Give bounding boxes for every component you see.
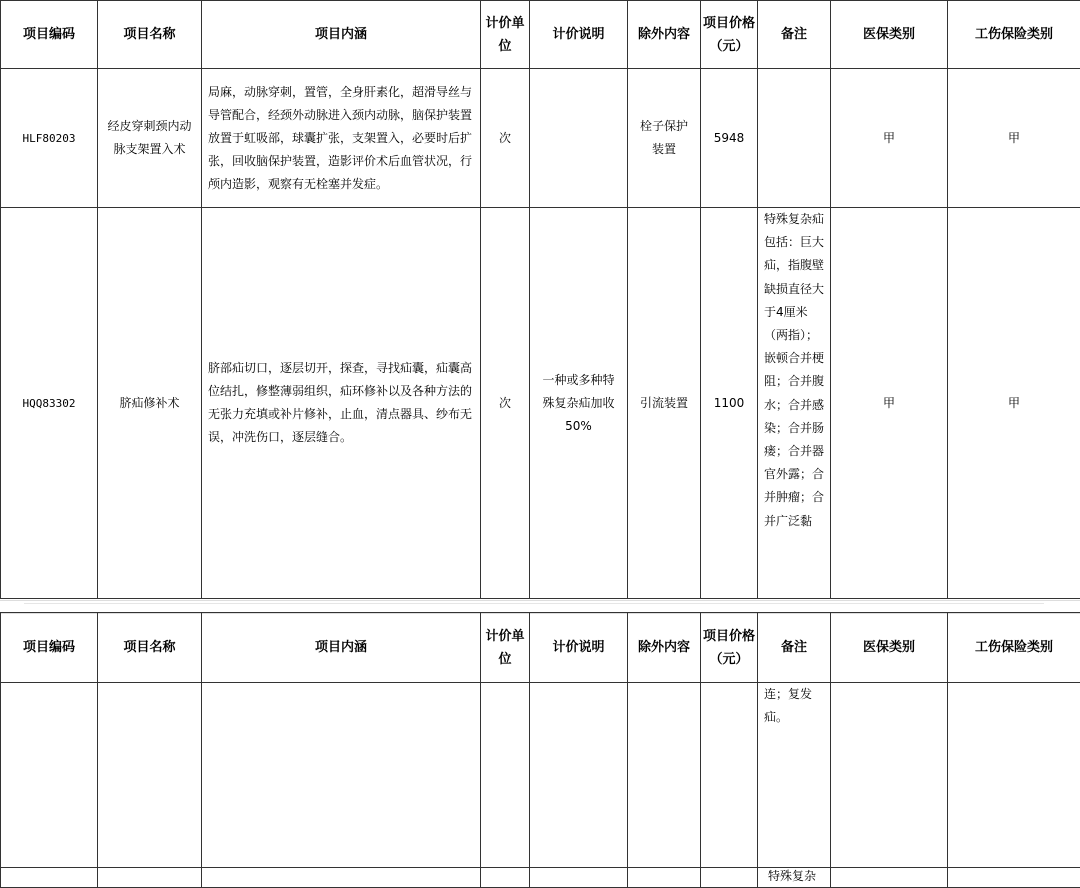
item-code: HLF80203	[1, 69, 98, 208]
item-remark	[758, 69, 831, 208]
item-name: 经皮穿刺颈内动脉支架置入术	[98, 69, 202, 208]
item-unit: 次	[481, 69, 530, 208]
header-unit: 计价单位	[481, 1, 530, 69]
header-name: 项目名称	[98, 1, 202, 69]
header-remark: 备注	[758, 613, 831, 683]
item-code: HQQ83302	[1, 208, 98, 599]
header-price: 项目价格（元）	[701, 1, 758, 69]
item-medical-insurance: 甲	[831, 208, 948, 599]
item-injury-insurance: 甲	[948, 69, 1080, 208]
item-injury-insurance: 甲	[948, 208, 1080, 599]
table-row	[1, 208, 1080, 599]
table-row	[1, 69, 1080, 208]
item-medical-insurance: 甲	[831, 69, 948, 208]
item-remark: 特殊复杂疝包括：巨大疝，指腹壁缺损直径大于4厘米（两指）；嵌顿合并梗阻；合并腹水；合并感染；合并肠瘘；合并器官外露；合并肿瘤；合并广泛黏	[758, 208, 831, 599]
header-remark: 备注	[758, 1, 831, 69]
header-row	[1, 613, 1080, 683]
header-unit: 计价单位	[481, 613, 530, 683]
header-medical-insurance: 医保类别	[831, 613, 948, 683]
item-pricing-note: 一种或多种特殊复杂疝加收50%	[530, 208, 628, 599]
item-unit: 次	[481, 208, 530, 599]
partial-next-remark: 特殊复杂	[768, 869, 816, 883]
header-pricing-note: 计价说明	[530, 613, 628, 683]
header-excluded: 除外内容	[628, 1, 701, 69]
table-row	[1, 683, 1080, 868]
header-excluded: 除外内容	[628, 613, 701, 683]
header-injury-insurance: 工伤保险类别	[948, 613, 1080, 683]
item-excluded: 引流装置	[628, 208, 701, 599]
header-price: 项目价格（元）	[701, 613, 758, 683]
header-content: 项目内涵	[202, 613, 481, 683]
item-price: 1100	[701, 208, 758, 599]
header-code: 项目编码	[1, 613, 98, 683]
item-content: 局麻，动脉穿刺，置管，全身肝素化，超滑导丝与导管配合，经颈外动脉进入颈内动脉，脑保护装置放置于虹吸部，球囊扩张，支架置入，必要时后扩张，回收脑保护装置，造影评价术后血管状况，行颅内造影，观察有无栓塞并发症。	[202, 69, 481, 208]
header-content: 项目内涵	[202, 1, 481, 69]
header-name: 项目名称	[98, 613, 202, 683]
header-code: 项目编码	[1, 1, 98, 69]
item-pricing-note	[530, 69, 628, 208]
header-injury-insurance: 工伤保险类别	[948, 1, 1080, 69]
item-remark-continued: 连；复发疝。	[758, 683, 831, 868]
item-excluded: 栓子保护装置	[628, 69, 701, 208]
item-name: 脐疝修补术	[98, 208, 202, 599]
item-content: 脐部疝切口，逐层切开，探查，寻找疝囊，疝囊高位结扎，修整薄弱组织，疝环修补以及各种方法的无张力充填或补片修补，止血，清点器具、纱布无误，冲洗伤口，逐层缝合。	[202, 208, 481, 599]
fee-table-page-2	[0, 612, 1080, 888]
header-medical-insurance: 医保类别	[831, 1, 948, 69]
header-pricing-note: 计价说明	[530, 1, 628, 69]
item-price: 5948	[701, 69, 758, 208]
header-row	[1, 1, 1080, 69]
